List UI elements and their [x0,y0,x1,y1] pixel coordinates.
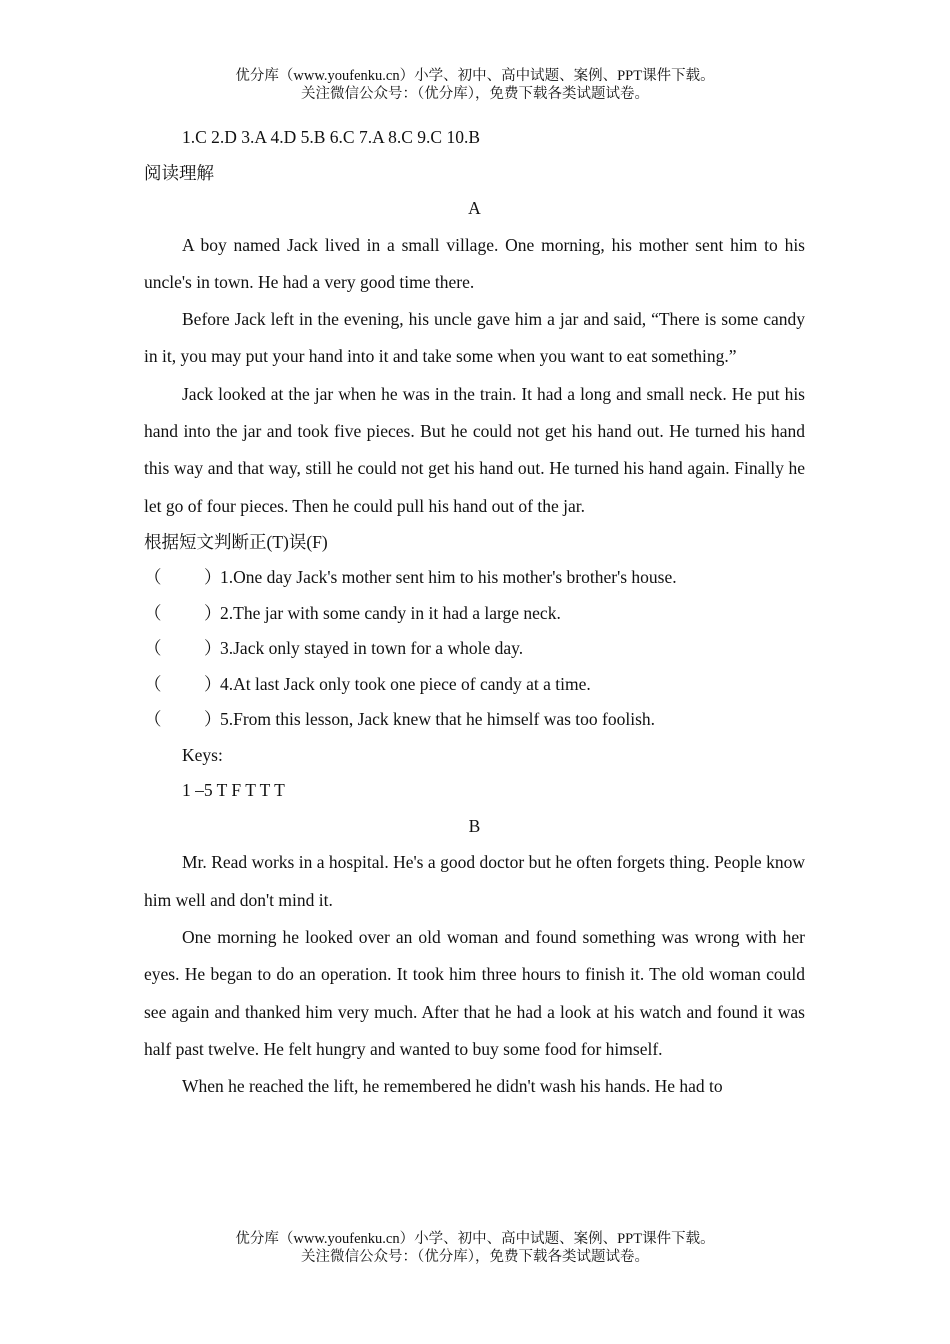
tf-question-text: 4.At last Jack only took one piece of candy at a time. [220,673,591,694]
answer-blank-close: ） [204,673,222,694]
tf-question [144,667,805,703]
keys-label: Keys: [182,744,223,765]
passage-a-text [144,227,805,525]
passage-a-paragraph: A boy named Jack lived in a small village. One morning, his mother sent him to his uncle's in town. He had a very good time there. [144,234,805,292]
answer-key-line: 1.C 2.D 3.A 4.D 5.B 6.C 7.A 8.C 9.C 10.B [182,127,481,147]
passage-b-paragraph: Mr. Read works in a hospital. He's a good doctor but he often forgets thing. People know him well and don't mind it. [144,852,805,910]
answer-blank-close: ） [204,709,222,730]
passage-a-label: A [468,198,481,218]
tf-question [144,560,805,596]
page-footer [0,1230,950,1266]
passage-a-paragraph: Jack looked at the jar when he was in the train. It had a long and small neck. He put his hand into the jar and took five pieces. But he could not get his hand out. He turned his hand this way and that way, still he could not get his hand out. He turned his hand again. Finally he let go of four pieces. Then he could pull his hand out of the jar. [144,383,805,516]
footer-line-1: 优分库（www.youfenku.cn）小学、初中、高中试题、案例、PPT课件下载。 [235,1231,715,1247]
document-body [144,120,805,1105]
tf-question [144,631,805,667]
footer-line-2: 关注微信公众号：（优分库），免费下载各类试题试卷。 [301,1249,649,1265]
tf-question-text: 3.Jack only stayed in town for a whole day. [220,638,524,659]
passage-b-text [144,844,805,1105]
tf-question-text: 1.One day Jack's mother sent him to his mother's brother's house. [220,567,677,588]
tf-instruction: 根据短文判断正(T)误(F) [144,531,328,552]
section-title: 阅读理解 [144,162,214,183]
answer-blank-close: ） [204,638,222,659]
answer-blank-open: （ [144,602,162,623]
passage-b-label: B [468,815,481,836]
tf-question-text: 2.The jar with some candy in it had a large neck. [220,602,561,623]
header-line-2: 关注微信公众号：（优分库），免费下载各类试题试卷。 [301,86,649,102]
header-line-1: 优分库（www.youfenku.cn）小学、初中、高中试题、案例、PPT课件下载。 [235,68,715,84]
tf-question [144,702,805,738]
tf-question [144,596,805,632]
answer-blank-open: （ [144,673,162,694]
answer-blank-close: ） [204,567,222,588]
answer-blank-close: ） [204,602,222,623]
keys-value: 1 –5 T F T T T [182,780,285,801]
answer-blank-open: （ [144,709,162,730]
passage-a-paragraph: Before Jack left in the evening, his uncle gave him a jar and said, “There is some candy in it, you may put your hand into it and take some when you want to eat something.” [144,309,805,367]
passage-b-paragraph: When he reached the lift, he remembered he didn't wash his hands. He had to [182,1076,723,1097]
answer-blank-open: （ [144,567,162,588]
answer-blank-open: （ [144,638,162,659]
page-header [0,67,950,103]
passage-b-paragraph: One morning he looked over an old woman and found something was wrong with her eyes. He began to do an operation. It took him three hours to finish it. The old woman could see again and thanked him very much. After that he had a look at his watch and found it was half past twelve. He felt hungry and wanted to buy some food for himself. [144,926,805,1059]
tf-question-text: 5.From this lesson, Jack knew that he himself was too foolish. [220,709,656,730]
